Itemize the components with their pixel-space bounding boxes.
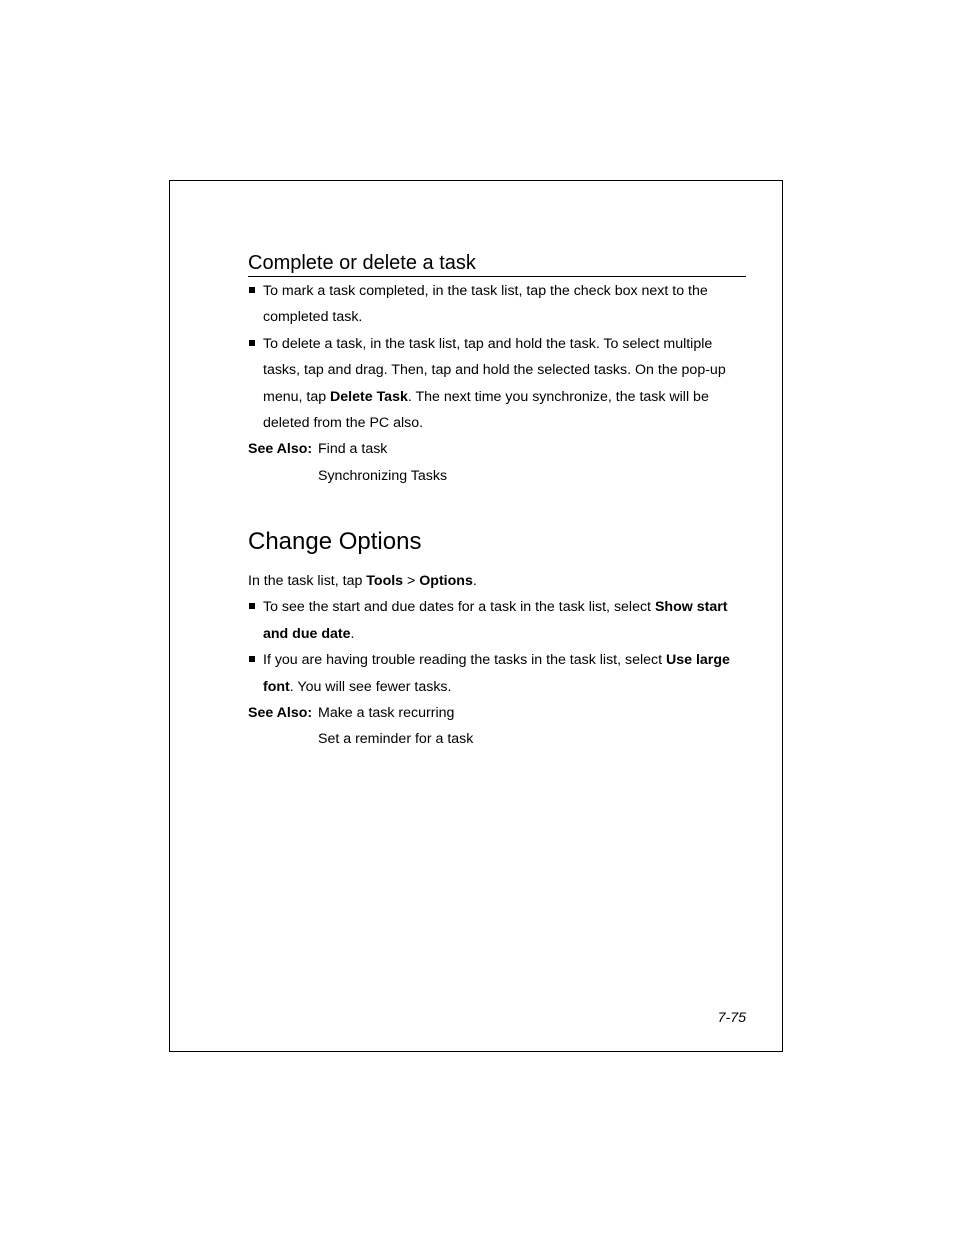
bullet-text: . — [350, 625, 355, 642]
intro-separator: > — [403, 573, 420, 589]
list-item — [248, 647, 746, 700]
bullet-text: To see the start and due dates for a task in the task list, select — [263, 599, 655, 616]
ui-term-delete-task: Delete Task — [330, 388, 408, 405]
see-also-links — [318, 700, 746, 753]
bullet-text: . You will see fewer tasks. — [289, 678, 452, 695]
section-heading-change-options: Change Options — [248, 528, 422, 555]
ui-term-options: Options — [419, 573, 473, 589]
ui-term-tools: Tools — [366, 573, 404, 589]
ui-term-show-start-due-date: Show start and due date — [263, 599, 728, 642]
bullet-text: If you are having trouble reading the tasks in the task list, select — [263, 652, 666, 669]
see-also-link-find-task[interactable]: Find a task — [318, 441, 388, 458]
see-also-link-make-task-recurring[interactable]: Make a task recurring — [318, 705, 455, 722]
section-change-options-body — [248, 568, 746, 753]
intro-text: . — [472, 573, 477, 589]
bullet-text: To delete a task, in the task list, tap and hold the task. To select multiple tasks, tap and drag. Then, tap and hold the selected tasks. On the pop-up menu, tap — [263, 335, 726, 405]
section-heading-complete-delete: Complete or delete a task — [248, 250, 746, 277]
square-bullet-icon — [249, 287, 255, 293]
list-item — [248, 331, 746, 437]
square-bullet-icon — [249, 656, 255, 662]
see-also-block — [248, 700, 746, 753]
ui-term-use-large-font: Use large font — [263, 652, 730, 695]
intro-text: In the task list, tap — [248, 573, 367, 589]
see-also-label: See Also: — [248, 441, 313, 458]
bullet-text: . The next time you synchronize, the task will be deleted from the PC also. — [263, 388, 709, 432]
see-also-label: See Also: — [248, 705, 313, 722]
square-bullet-icon — [249, 603, 255, 609]
intro-paragraph — [248, 568, 746, 594]
see-also-link-set-reminder[interactable]: Set a reminder for a task — [318, 731, 474, 748]
see-also-link-synchronizing-tasks[interactable]: Synchronizing Tasks — [318, 467, 448, 484]
section-complete-delete-body — [248, 278, 746, 489]
list-item — [248, 278, 746, 331]
list-item — [248, 594, 746, 647]
page-number: 7-75 — [717, 1010, 746, 1026]
see-also-block — [248, 436, 746, 489]
bullet-text: To mark a task completed, in the task list, tap the check box next to the completed task. — [263, 283, 708, 326]
see-also-links — [318, 436, 746, 489]
square-bullet-icon — [249, 340, 255, 346]
